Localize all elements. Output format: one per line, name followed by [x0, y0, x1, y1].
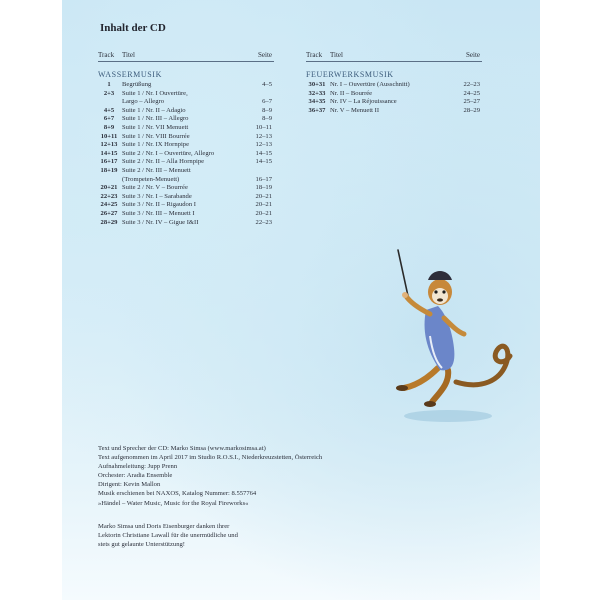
- track-row: [98, 81, 274, 90]
- title-column-header: Titel: [122, 51, 135, 59]
- track-row: [98, 133, 274, 142]
- track-page: 12–13: [255, 141, 272, 149]
- track-page: 22–23: [463, 81, 480, 88]
- track-list: [98, 81, 274, 227]
- page-column-header: Seite: [466, 51, 480, 59]
- acknowledgement-line: Marko Simsa und Doris Eisenburger danken ihrer: [98, 523, 230, 530]
- credit-line: »Händel – Water Music, Music for the Royal Fireworks«: [98, 499, 249, 507]
- track-page: 24–25: [463, 89, 480, 97]
- track-page: 20–21: [255, 209, 272, 217]
- track-page: 14–15: [255, 149, 272, 157]
- track-number: 22+23: [100, 192, 118, 200]
- track-row: [98, 193, 274, 202]
- track-page: 20–21: [255, 201, 272, 209]
- acknowledgement-line: Lektorin Christiane Lawall für die unermüdliche und: [98, 532, 238, 540]
- track-title: Suite 2 / Nr. II – Alla Hornpipe: [122, 158, 205, 166]
- track-number: 20+21: [100, 184, 118, 192]
- credit-line: Text und Sprecher der CD: Marko Simsa (www.markosimsa.at): [98, 445, 266, 452]
- track-title: Suite 3 / Nr. I – Sarabande: [122, 192, 192, 200]
- track-title: Largo – Allegro: [122, 98, 164, 106]
- track-row: [98, 158, 274, 167]
- monkey-conductor-illustration: [378, 240, 528, 430]
- track-number: 8+9: [103, 123, 115, 131]
- track-column-header: Track: [98, 51, 115, 59]
- track-number: 34+35: [308, 98, 326, 106]
- track-page: 18–19: [255, 184, 272, 192]
- section-heading: WASSERMUSIK: [98, 70, 162, 79]
- track-page: 6–7: [262, 98, 272, 106]
- track-column-header: Track: [306, 51, 323, 59]
- track-page: 8–9: [262, 115, 272, 123]
- page-column-header: Seite: [258, 51, 272, 59]
- track-title: Nr. I – Ouvertüre (Ausschnitt): [330, 81, 410, 88]
- track-page: 28–29: [463, 106, 480, 114]
- track-row: [98, 176, 274, 185]
- credit-line: Dirigent: Kevin Mallon: [98, 481, 161, 489]
- page-heading: Inhalt der CD: [100, 22, 166, 34]
- track-row: [98, 184, 274, 193]
- track-title: Nr. IV – La Réjouissance: [330, 98, 397, 106]
- track-title: Suite 2 / Nr. I – Ouvertüre, Allegro: [122, 149, 215, 157]
- track-row: [98, 219, 274, 228]
- track-number: 30+31: [308, 81, 326, 88]
- track-title: Suite 1 / Nr. VIII Bourrée: [122, 132, 190, 140]
- track-title: Begrüßung: [122, 81, 152, 88]
- track-title: Suite 1 / Nr. I Ouvertüre,: [122, 89, 188, 97]
- track-page: 14–15: [255, 158, 272, 166]
- track-row: [98, 141, 274, 150]
- credit-line: Text aufgenommen im April 2017 im Studio R.O.S.I., Niederkreuzstetten, Österreich: [98, 454, 323, 462]
- track-title: Suite 1 / Nr. II – Adagio: [122, 106, 186, 114]
- track-page: 20–21: [255, 192, 272, 200]
- track-title: Suite 2 / Nr. III – Menuett: [122, 166, 191, 174]
- track-number: 4+5: [103, 106, 115, 114]
- track-title: Nr. II – Bourrée: [330, 89, 373, 97]
- credit-line: Aufnahmeleitung: Jupp Prenn: [98, 463, 178, 471]
- credit-line: Musik erschienen bei NAXOS, Katalog Nummer: 8.557764: [98, 490, 257, 498]
- credit-line: Orchester: Aradia Ensemble: [98, 472, 173, 480]
- track-page: 8–9: [262, 106, 272, 114]
- track-row: [98, 98, 274, 107]
- credits-block: [98, 444, 418, 508]
- track-row: [306, 107, 482, 116]
- track-number: 36+37: [308, 106, 326, 114]
- track-number: 2+3: [103, 89, 115, 97]
- track-page: 16–17: [255, 175, 272, 183]
- tracklist-header: [98, 50, 274, 62]
- track-row: [98, 107, 274, 116]
- track-page: 22–23: [255, 218, 272, 226]
- track-number: 6+7: [103, 115, 115, 123]
- track-title: Suite 3 / Nr. IV – Gigue I&II: [122, 218, 199, 226]
- tracklist-left-column: [98, 50, 274, 227]
- title-column-header: Titel: [330, 51, 343, 59]
- track-row: [306, 90, 482, 99]
- acknowledgement-line: stets gut gelaunte Unterstützung!: [98, 541, 185, 549]
- track-page: 25–27: [463, 98, 480, 106]
- track-page: 10–11: [255, 123, 272, 131]
- track-number: 32+33: [308, 89, 326, 97]
- track-number: 10+11: [100, 132, 118, 140]
- track-title: Suite 3 / Nr. II – Rigaudon I: [122, 201, 196, 209]
- track-title: Suite 3 / Nr. III – Menuett I: [122, 209, 195, 217]
- tracklist-header: [306, 50, 482, 62]
- track-number: 28+29: [100, 218, 118, 226]
- track-number: 18+19: [100, 166, 118, 174]
- track-row: [98, 150, 274, 159]
- track-number: 24+25: [100, 201, 118, 209]
- track-number: 14+15: [100, 149, 118, 157]
- track-number: 16+17: [100, 158, 118, 166]
- track-row: [98, 210, 274, 219]
- track-row: [98, 115, 274, 124]
- track-number: 1: [107, 81, 111, 88]
- track-row: [98, 90, 274, 99]
- track-row: [306, 98, 482, 107]
- track-number: 26+27: [100, 209, 118, 217]
- book-page: [62, 0, 540, 600]
- track-row: [306, 81, 482, 90]
- track-page: 4–5: [262, 81, 272, 88]
- track-title: Suite 1 / Nr. VII Menuett: [122, 123, 189, 131]
- track-page: 12–13: [255, 132, 272, 140]
- track-title: Suite 2 / Nr. V – Bourrée: [122, 184, 188, 192]
- section-heading: FEUERWERKSMUSIK: [306, 70, 394, 79]
- track-row: [98, 124, 274, 133]
- track-row: [98, 167, 274, 176]
- track-list: [306, 81, 482, 115]
- track-title: (Trompeten-Menuett): [122, 175, 180, 183]
- track-row: [98, 201, 274, 210]
- acknowledgement-block: [98, 522, 318, 549]
- track-title: Suite 1 / Nr. III – Allegro: [122, 115, 189, 123]
- track-title: Suite 1 / Nr. IX Hornpipe: [122, 141, 190, 149]
- tracklist-right-column: [306, 50, 482, 115]
- track-title: Nr. V – Menuett II: [330, 106, 380, 114]
- track-number: 12+13: [100, 141, 118, 149]
